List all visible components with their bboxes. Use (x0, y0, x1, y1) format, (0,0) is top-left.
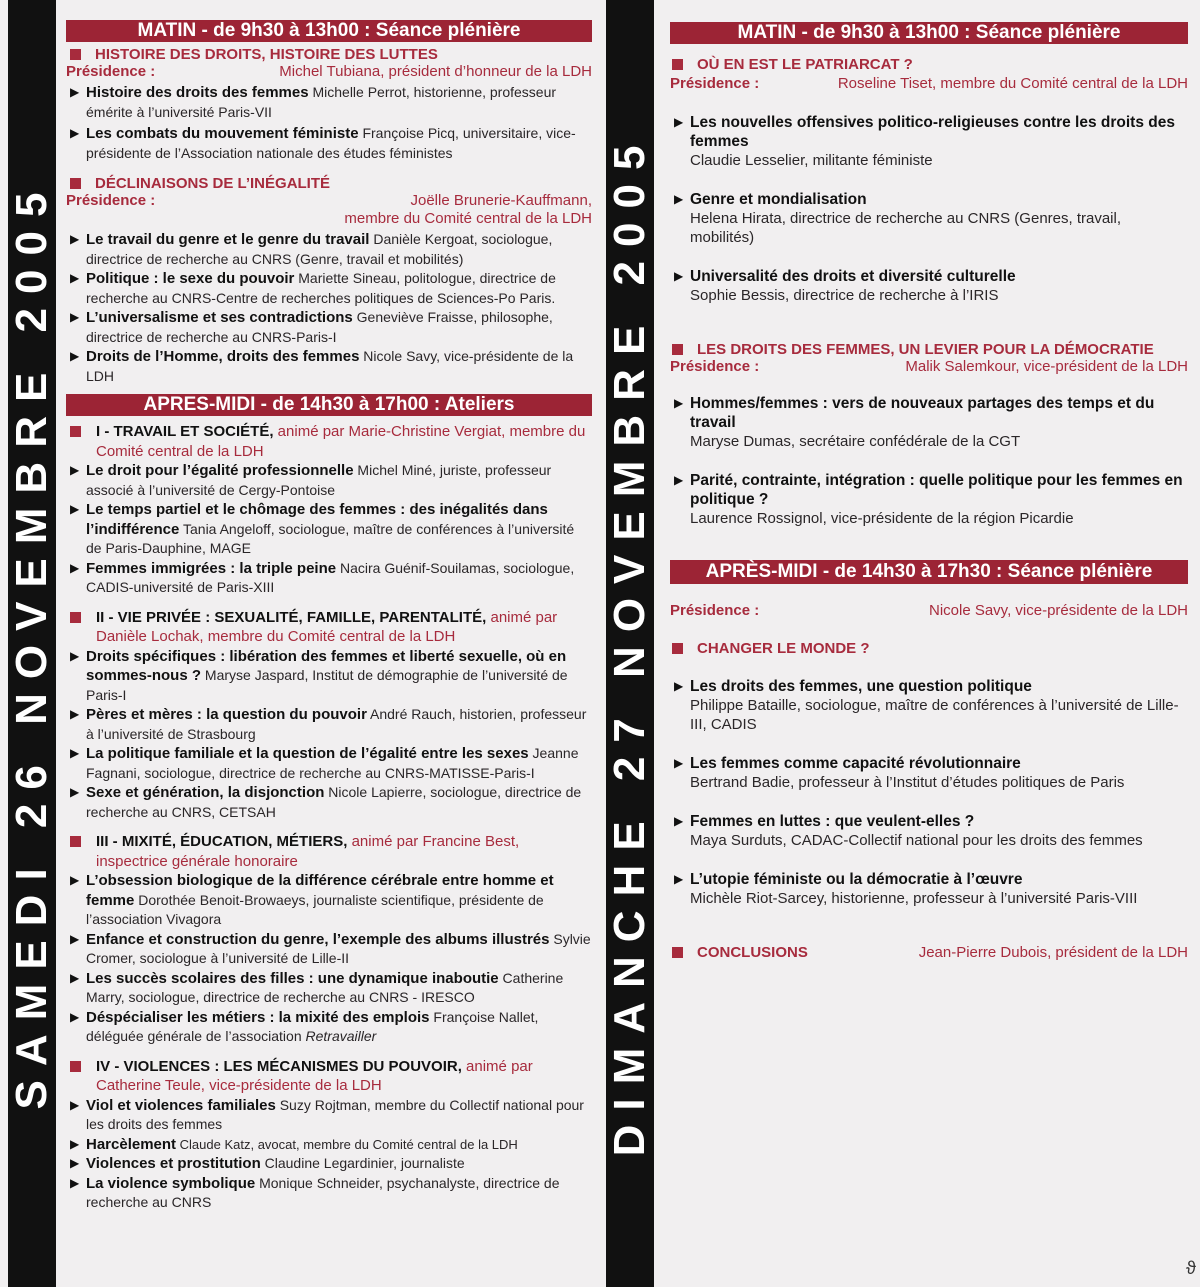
list-item: ▶ Le droit pour l’égalité professionnelle Michel Miné, juriste, professeur associé à l’université de Cergy-Pontoise (70, 462, 552, 498)
triangle-bullet-icon: ▶ (674, 396, 684, 410)
triangle-bullet-icon: ▶ (70, 970, 80, 985)
triangle-bullet-icon: ▶ (674, 872, 684, 886)
list-item: ▶ Les combats du mouvement féministe Françoise Picq, universitaire, vice-présidente de l’Association nationale des études féministes (70, 125, 576, 161)
bullet-square-icon (70, 612, 81, 623)
triangle-bullet-icon: ▶ (674, 269, 684, 283)
corner-mark-icon: ϑ (1186, 1258, 1196, 1278)
triangle-bullet-icon: ▶ (674, 115, 684, 129)
bullet-square-icon (70, 1061, 81, 1072)
list-item: ▶ Politique : le sexe du pouvoir Mariette Sineau, politologue, directrice de recherche au CNRS-Centre de recherches politiques de Sciences-Po Paris. (70, 270, 556, 306)
saturday-content (66, 0, 592, 1213)
bullet-square-icon (672, 947, 683, 958)
list-item: ▶ Les droits des femmes, une question politique Philippe Bataille, sociologue, maître de conférences à l’université de Lille-III, CADIS (674, 678, 1179, 733)
list-item: ▶ Femmes immigrées : la triple peine Nacira Guénif-Souilamas, sociologue, CADIS-université de Paris-XIII (70, 559, 575, 595)
section-heading: HISTOIRE DES DROITS, HISTOIRE DES LUTTES (66, 46, 592, 63)
triangle-bullet-icon: ▶ (70, 126, 80, 140)
list-item: ▶ L’universalisme et ses contradictions Geneviève Fraisse, philosophe, directrice de recherche au CNRS-Paris-I (70, 309, 553, 345)
section-heading: OÙ EN EST LE PATRIARCAT ? (670, 56, 1188, 73)
triangle-bullet-icon: ▶ (70, 785, 80, 799)
list-item: ▶ La violence symbolique Monique Schneider, psychanalyste, directrice de recherche au CNRS (70, 1174, 560, 1210)
bullet-square-icon (70, 49, 81, 60)
sunday-panel (600, 0, 1200, 1287)
bullet-square-icon (70, 426, 81, 437)
list-item: ▶ Les succès scolaires des filles : une dynamique inaboutie Catherine Marry, sociologue, directrice de recherche au CNRS - IRESCO (70, 969, 564, 1005)
list-item: ▶ Genre et mondialisation Helena Hirata, directrice de recherche au CNRS (Genres, travail, mobilités) (674, 191, 1122, 246)
list-item: ▶ Droits de l’Homme, droits des femmes Nicole Savy, vice-présidente de la LDH (70, 348, 574, 384)
list-item: ▶ Pères et mères : la question du pouvoir André Rauch, historien, professeur à l’université de Strasbourg (70, 706, 587, 742)
triangle-bullet-icon: ▶ (70, 463, 80, 477)
triangle-bullet-icon: ▶ (70, 707, 80, 721)
triangle-bullet-icon: ▶ (674, 756, 684, 770)
sunday-morning-band: MATIN - de 9h30 à 13h00 : Séance plénière (670, 22, 1188, 44)
triangle-bullet-icon: ▶ (70, 648, 80, 663)
triangle-bullet-icon: ▶ (70, 1009, 80, 1024)
list-item: ▶ Le travail du genre et le genre du travail Danièle Kergoat, sociologue, directrice de recherche au CNRS (Genre, travail et mobilités) (70, 231, 553, 267)
list-item: ▶ L’utopie féministe ou la démocratie à l’œuvre Michèle Riot-Sarcey, historienne, professeur à l’université Paris-VIII (674, 871, 1138, 907)
triangle-bullet-icon: ▶ (70, 1175, 80, 1190)
triangle-bullet-icon: ▶ (70, 560, 80, 575)
presidence-line: Présidence : Michel Tubiana, président d’honneur de la LDH (66, 63, 592, 80)
sunday-vertical-label: DIMANCHE 27 NOVEMBRE 2005 (605, 131, 654, 1156)
triangle-bullet-icon: ▶ (70, 502, 80, 516)
triangle-bullet-icon: ▶ (70, 1097, 80, 1112)
section-heading: CHANGER LE MONDE ? (670, 640, 1188, 657)
bullet-square-icon (672, 344, 683, 355)
saturday-morning-band: MATIN - de 9h30 à 13h00 : Séance plénière (66, 20, 592, 42)
list-item: ▶ Déspécialiser les métiers : la mixité des emplois Françoise Nallet, déléguée générale de l’association Retravailler (70, 1008, 539, 1044)
triangle-bullet-icon: ▶ (674, 679, 684, 693)
list-item: ▶ Les nouvelles offensives politico-religieuses contre les droits des femmes Claudie Lesselier, militante féministe (674, 114, 1175, 169)
workshop-heading: II - VIE PRIVÉE : SEXUALITÉ, FAMILLE, PARENTALITÉ, animé par Danièle Lochak, membre du Comité central de la LDH (66, 608, 592, 647)
section-heading: DÉCLINAISONS DE L’INÉGALITÉ (66, 175, 592, 192)
saturday-vertical-bar (8, 0, 56, 1287)
list-item: ▶ Droits spécifiques : libération des femmes et liberté sexuelle, où en sommes-nous ? Maryse Jaspard, Institut de démographie de l’université de Paris-I (70, 647, 568, 703)
presidence-line: Présidence : Joëlle Brunerie-Kauffmann, membre du Comité central de la LDH (66, 192, 592, 227)
sunday-vertical-bar (606, 0, 654, 1287)
list-item: ▶ L’obsession biologique de la différence cérébrale entre homme et femme Dorothée Benoit-Browaeys, journaliste scientifique, présidente de l’association Vivagora (70, 872, 554, 927)
presidence-line: Présidence : Roseline Tiset, membre du Comité central de la LDH (670, 75, 1188, 92)
bullet-square-icon (672, 59, 683, 70)
triangle-bullet-icon: ▶ (674, 473, 684, 487)
list-item: ▶ Hommes/femmes : vers de nouveaux partages des temps et du travail Maryse Dumas, secrétaire confédérale de la CGT (674, 395, 1155, 450)
triangle-bullet-icon: ▶ (70, 873, 80, 887)
list-item: ▶ Violences et prostitution Claudine Legardinier, journaliste (70, 1155, 465, 1172)
list-item: ▶ Parité, contrainte, intégration : quelle politique pour les femmes en politique ? Laurence Rossignol, vice-présidente de la région Picardie (674, 472, 1183, 527)
bullet-square-icon (672, 643, 683, 654)
list-item: ▶ Le temps partiel et le chômage des femmes : des inégalités dans l’indifférence Tania Angeloff, sociologue, maître de conférences à l’université de Paris-Dauphine, MAGE (70, 501, 575, 556)
triangle-bullet-icon: ▶ (70, 746, 80, 760)
list-item: ▶ Viol et violences familiales Suzy Rojtman, membre du Collectif national pour les droits des femmes (70, 1096, 584, 1132)
sunday-content (670, 0, 1188, 961)
presidence-line: Présidence : Nicole Savy, vice-présidente de la LDH (670, 602, 1188, 619)
list-item: ▶ Universalité des droits et diversité culturelle Sophie Bessis, directrice de recherche à l’IRIS (674, 268, 1016, 304)
list-item: ▶ Harcèlement Claude Katz, avocat, membre du Comité central de la LDH (70, 1135, 518, 1153)
saturday-afternoon-band: APRES-MIDI - de 14h30 à 17h00 : Ateliers (66, 394, 592, 416)
triangle-bullet-icon: ▶ (70, 232, 80, 246)
triangle-bullet-icon: ▶ (70, 931, 80, 946)
bullet-square-icon (70, 178, 81, 189)
presidence-line: Présidence : Malik Salemkour, vice-président de la LDH (670, 358, 1188, 375)
conclusions-line: CONCLUSIONS Jean-Pierre Dubois, président de la LDH (670, 944, 1188, 961)
list-item: ▶ Sexe et génération, la disjonction Nicole Lapierre, sociologue, directrice de recherche au CNRS, CETSAH (70, 784, 582, 820)
triangle-bullet-icon: ▶ (70, 1156, 80, 1170)
workshop-heading: III - MIXITÉ, ÉDUCATION, MÉTIERS, animé par Francine Best, inspectrice générale honoraire (66, 832, 592, 871)
list-item: ▶ Les femmes comme capacité révolutionnaire Bertrand Badie, professeur à l’Institut d’études politiques de Paris (674, 755, 1125, 791)
list-item: ▶ La politique familiale et la question de l’égalité entre les sexes Jeanne Fagnani, sociologue, directrice de recherche au CNRS-MATISSE-Paris-I (70, 745, 579, 781)
sunday-afternoon-band: APRÈS-MIDI - de 14h30 à 17h30 : Séance plénière (670, 560, 1188, 584)
list-item: ▶ Enfance et construction du genre, l’exemple des albums illustrés Sylvie Cromer, sociologue à l’université de Lille-II (70, 930, 591, 966)
triangle-bullet-icon: ▶ (70, 1136, 80, 1151)
triangle-bullet-icon: ▶ (674, 192, 684, 206)
section-heading: LES DROITS DES FEMMES, UN LEVIER POUR LA DÉMOCRATIE (670, 341, 1188, 358)
workshop-heading: IV - VIOLENCES : LES MÉCANISMES DU POUVOIR, animé par Catherine Teule, vice-présidente de la LDH (66, 1057, 592, 1096)
bullet-square-icon (70, 836, 81, 847)
list-item: ▶ Femmes en luttes : que veulent-elles ? Maya Surduts, CADAC-Collectif national pour les droits des femmes (674, 813, 1143, 849)
triangle-bullet-icon: ▶ (70, 310, 80, 324)
triangle-bullet-icon: ▶ (70, 85, 80, 99)
workshop-heading: I - TRAVAIL ET SOCIÉTÉ, animé par Marie-Christine Vergiat, membre du Comité central de la LDH (66, 422, 592, 461)
saturday-vertical-label: SAMEDI 26 NOVEMBRE 2005 (7, 178, 56, 1109)
triangle-bullet-icon: ▶ (70, 349, 80, 363)
triangle-bullet-icon: ▶ (674, 814, 684, 828)
presidence-value: Joëlle Brunerie-Kauffmann, membre du Comité central de la LDH (344, 192, 592, 227)
triangle-bullet-icon: ▶ (70, 271, 80, 285)
list-item: ▶ Histoire des droits des femmes Michelle Perrot, historienne, professeur émérite à l’université Paris-VII (70, 84, 557, 120)
